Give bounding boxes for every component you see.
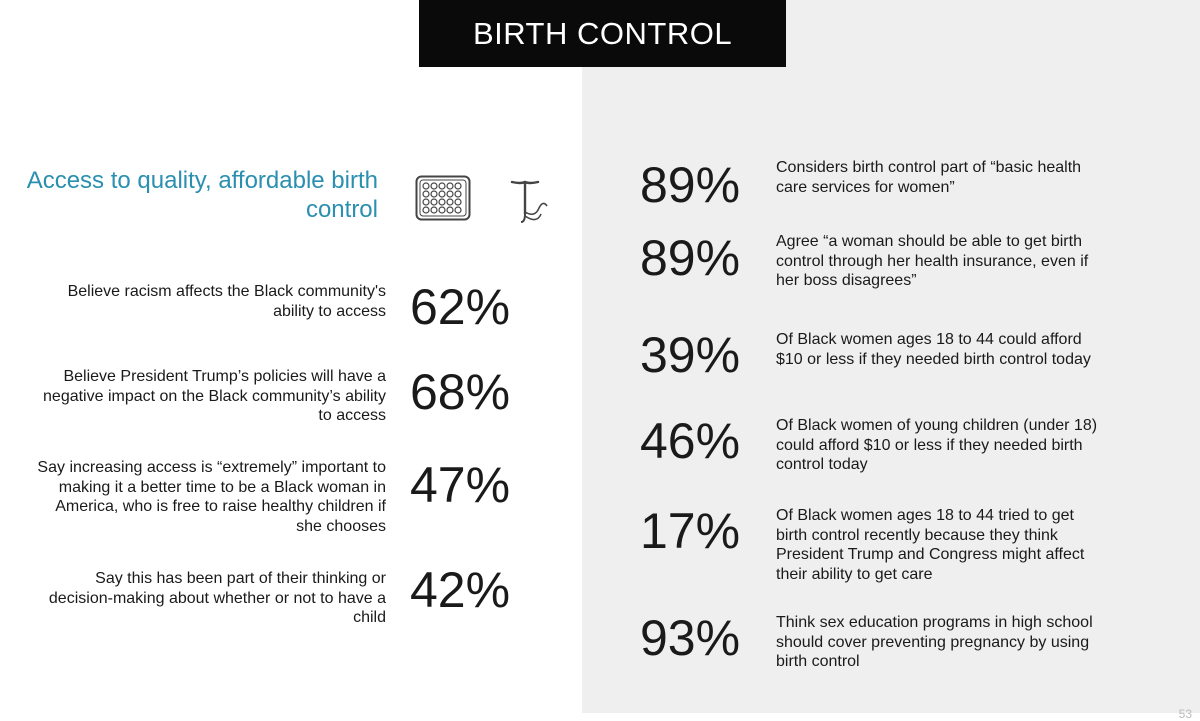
stat-percent: 39% (640, 327, 741, 383)
stat-percent: 89% (640, 157, 741, 213)
stat-description: Say this has been part of their thinking or decision-making about whether or not to have a child (48, 570, 386, 626)
stat-description: Of Black women of young children (under 18) could afford $10 or less if they needed birth control today (776, 417, 1098, 473)
stat-percent: 17% (640, 503, 741, 559)
stat-percent: 42% (410, 562, 511, 618)
pill-pack-icon (415, 175, 471, 221)
stat-description: Considers birth control part of “basic health care services for women” (776, 159, 1082, 196)
stat-description: Think sex education programs in high school should cover preventing pregnancy by using birth control (776, 614, 1093, 670)
stat-percent: 47% (410, 457, 511, 513)
stat-description: Agree “a woman should be able to get birth control through her health insurance, even if her boss disagrees” (776, 233, 1089, 289)
stat-percent: 89% (640, 230, 741, 286)
iud-icon (509, 178, 551, 226)
subtitle: Access to quality, affordable birth control (26, 167, 378, 223)
stat-percent: 62% (410, 279, 511, 335)
stat-percent: 46% (640, 413, 741, 469)
stat-description: Believe President Trump’s policies will have a negative impact on the Black community’s ability to access (43, 368, 386, 424)
page-title: BIRTH CONTROL (419, 0, 786, 67)
page-number: 53 (1178, 707, 1192, 721)
stat-description: Of Black women ages 18 to 44 tried to get birth control recently because they think President Trump and Congress might affect their ability to get care (776, 507, 1085, 583)
stat-description: Say increasing access is “extremely” important to making it a better time to be a Black woman in America, who is free to raise healthy children if she chooses (37, 459, 386, 535)
stat-percent: 68% (410, 364, 511, 420)
stat-description: Believe racism affects the Black community's ability to access (67, 283, 386, 320)
stat-description: Of Black women ages 18 to 44 could afford $10 or less if they needed birth control today (776, 331, 1091, 368)
stat-percent: 93% (640, 610, 741, 666)
